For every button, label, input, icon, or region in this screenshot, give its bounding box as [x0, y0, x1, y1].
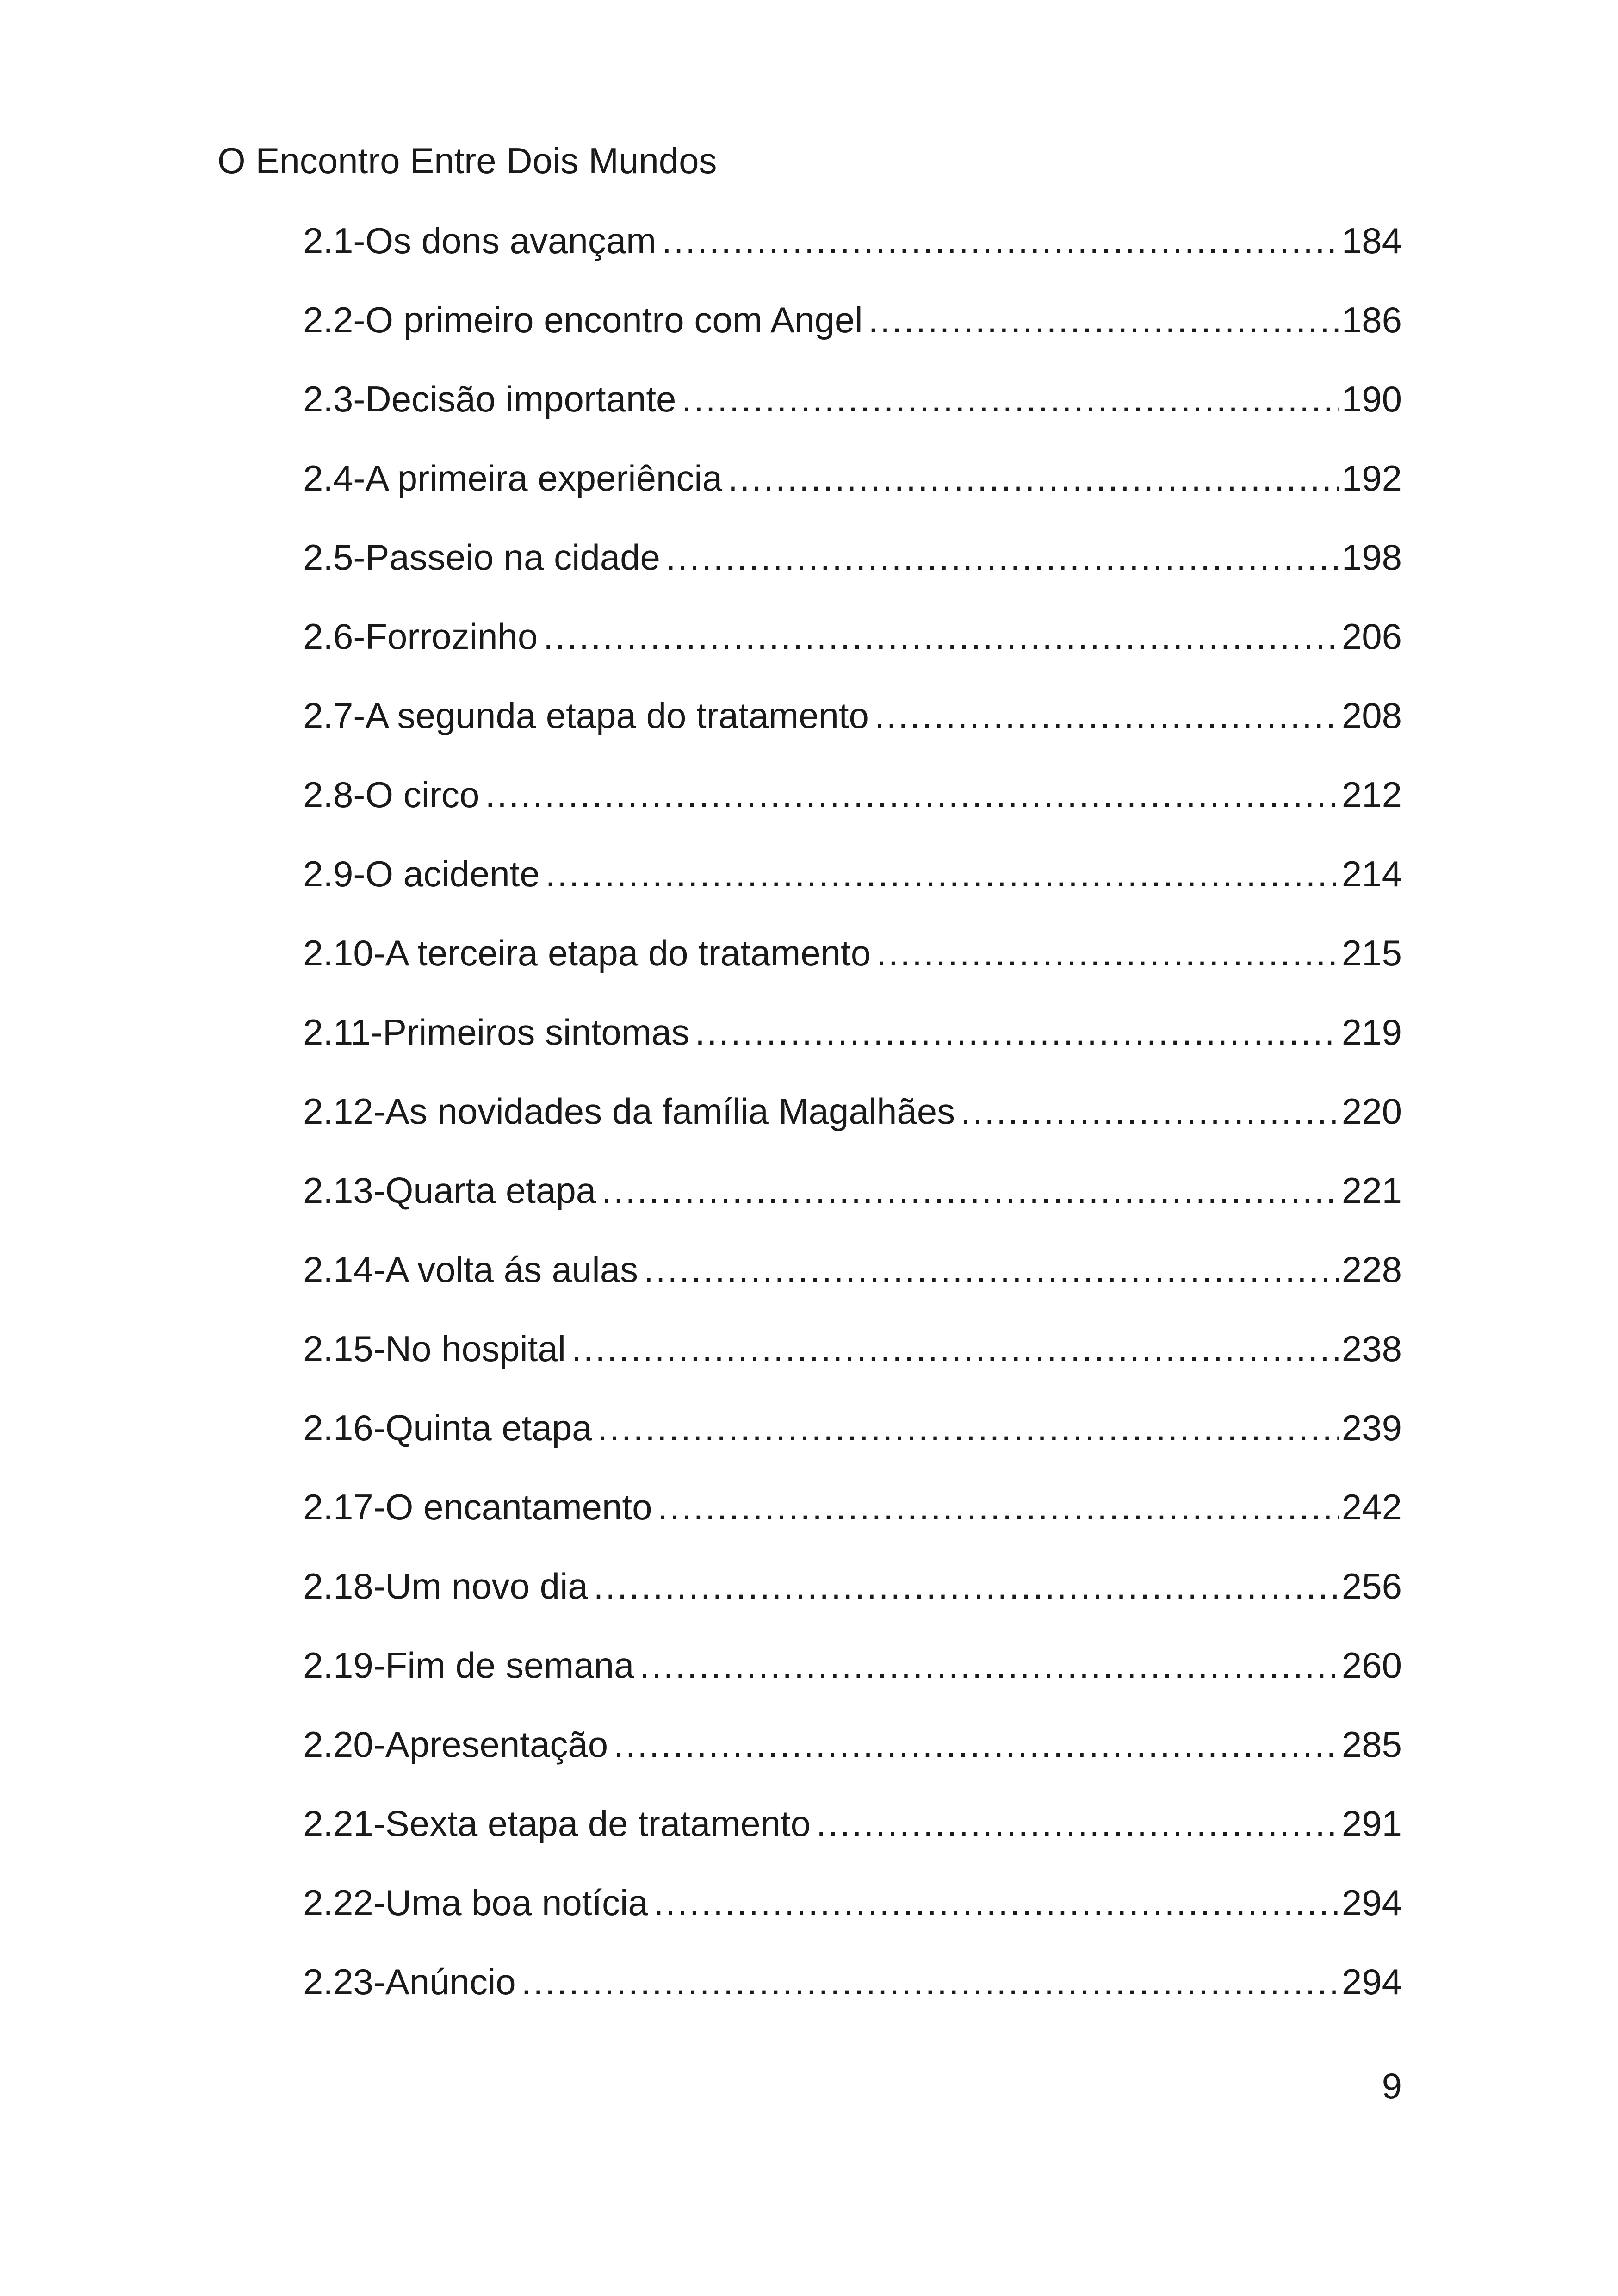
toc-entry-page: 206	[1341, 616, 1402, 657]
toc-entry	[303, 1798, 1402, 1877]
toc-entry-page: 220	[1341, 1091, 1402, 1132]
toc-entry-page: 208	[1341, 695, 1402, 736]
toc-dot-leader	[868, 294, 1339, 345]
toc-dot-leader	[571, 1323, 1339, 1374]
toc-dot-leader	[695, 1007, 1339, 1058]
toc-entry	[303, 1640, 1402, 1719]
toc-entry	[303, 769, 1402, 848]
toc-dot-leader	[816, 1798, 1339, 1849]
toc-entry	[303, 848, 1402, 927]
toc-dot-leader	[666, 532, 1339, 583]
toc-entry	[303, 1244, 1402, 1323]
toc-dot-leader	[614, 1719, 1339, 1770]
toc-entry-page: 260	[1341, 1645, 1402, 1686]
toc-entry-title: 2.9-O acidente	[303, 853, 540, 894]
toc-entry	[303, 1323, 1402, 1402]
toc-entry-page: 239	[1341, 1407, 1402, 1448]
toc-entry-page: 242	[1341, 1487, 1402, 1527]
toc-entry	[303, 1007, 1402, 1086]
toc-dot-leader	[876, 927, 1339, 978]
toc-dot-leader	[961, 1086, 1339, 1137]
toc-dot-leader	[728, 453, 1339, 504]
toc-entry-page: 184	[1341, 220, 1402, 261]
toc-dot-leader	[654, 1877, 1339, 1928]
toc-entry-page: 285	[1341, 1724, 1402, 1765]
toc-entry	[303, 1402, 1402, 1481]
toc-entry	[303, 373, 1402, 453]
toc-entry	[303, 611, 1402, 690]
toc-entry-title: 2.22-Uma boa notícia	[303, 1882, 648, 1923]
toc-entry	[303, 1877, 1402, 1956]
toc-entry-page: 291	[1341, 1803, 1402, 1844]
toc-entry	[303, 1086, 1402, 1165]
toc-entry-title: 2.11-Primeiros sintomas	[303, 1012, 690, 1052]
toc-dot-leader	[644, 1244, 1339, 1295]
toc-entry-title: 2.14-A volta ás aulas	[303, 1249, 639, 1290]
toc-entry	[303, 1719, 1402, 1798]
toc-entry-title: 2.15-No hospital	[303, 1328, 566, 1369]
toc-entry-title: 2.4-A primeira experiência	[303, 458, 723, 498]
toc-entry	[303, 1561, 1402, 1640]
toc-entry-title: 2.5-Passeio na cidade	[303, 537, 660, 578]
toc-entry	[303, 453, 1402, 532]
toc-entry	[303, 1481, 1402, 1561]
toc-entry-page: 212	[1341, 774, 1402, 815]
toc-entry-page: 219	[1341, 1012, 1402, 1052]
toc-entry-page: 256	[1341, 1566, 1402, 1606]
toc-entry-page: 214	[1341, 853, 1402, 894]
toc-dot-leader	[874, 690, 1339, 741]
toc-entry-title: 2.7-A segunda etapa do tratamento	[303, 695, 869, 736]
toc-dot-leader	[594, 1561, 1339, 1612]
toc-dot-leader	[546, 848, 1339, 899]
toc-entry	[303, 927, 1402, 1007]
toc-entry	[303, 215, 1402, 294]
toc-entry-page: 294	[1341, 1882, 1402, 1923]
toc-entry	[303, 532, 1402, 611]
toc-entry-page: 215	[1341, 933, 1402, 973]
toc-entry	[303, 1165, 1402, 1244]
toc-entry-title: 2.3-Decisão importante	[303, 379, 676, 419]
page-number: 9	[1382, 2066, 1402, 2106]
toc-entry-page: 190	[1341, 379, 1402, 419]
toc-entry-title: 2.21-Sexta etapa de tratamento	[303, 1803, 811, 1844]
toc-entry-title: 2.1-Os dons avançam	[303, 220, 657, 261]
toc-entry-page: 198	[1341, 537, 1402, 578]
toc-entry-title: 2.19-Fim de semana	[303, 1645, 634, 1686]
toc-entry-page: 294	[1341, 1961, 1402, 2002]
table-of-contents	[303, 215, 1402, 2035]
toc-dot-leader	[543, 611, 1339, 662]
toc-entry-title: 2.10-A terceira etapa do tratamento	[303, 933, 871, 973]
toc-dot-leader	[485, 769, 1339, 820]
toc-dot-leader	[639, 1640, 1339, 1691]
toc-entry	[303, 690, 1402, 769]
toc-entry-title: 2.20-Apresentação	[303, 1724, 608, 1765]
toc-entry-title: 2.8-O circo	[303, 774, 480, 815]
toc-entry-title: 2.12-As novidades da família Magalhães	[303, 1091, 955, 1132]
toc-entry-title: 2.13-Quarta etapa	[303, 1170, 596, 1211]
toc-entry-page: 221	[1341, 1170, 1402, 1211]
toc-entry	[303, 1956, 1402, 2035]
toc-entry-title: 2.6-Forrozinho	[303, 616, 538, 657]
toc-dot-leader	[657, 1481, 1339, 1532]
toc-entry-page: 238	[1341, 1328, 1402, 1369]
toc-dot-leader	[601, 1165, 1339, 1216]
toc-entry-page: 228	[1341, 1249, 1402, 1290]
toc-dot-leader	[521, 1956, 1339, 2007]
toc-entry-title: 2.16-Quinta etapa	[303, 1407, 592, 1448]
toc-entry-title: 2.18-Um novo dia	[303, 1566, 588, 1606]
book-title: O Encontro Entre Dois Mundos	[217, 140, 717, 181]
toc-entry-title: 2.23-Anúncio	[303, 1961, 516, 2002]
toc-entry-page: 186	[1341, 299, 1402, 340]
toc-entry	[303, 294, 1402, 373]
toc-dot-leader	[682, 373, 1339, 424]
toc-entry-page: 192	[1341, 458, 1402, 498]
toc-entry-title: 2.2-O primeiro encontro com Angel	[303, 299, 863, 340]
toc-entry-title: 2.17-O encantamento	[303, 1487, 652, 1527]
toc-dot-leader	[662, 215, 1339, 266]
toc-dot-leader	[597, 1402, 1339, 1453]
